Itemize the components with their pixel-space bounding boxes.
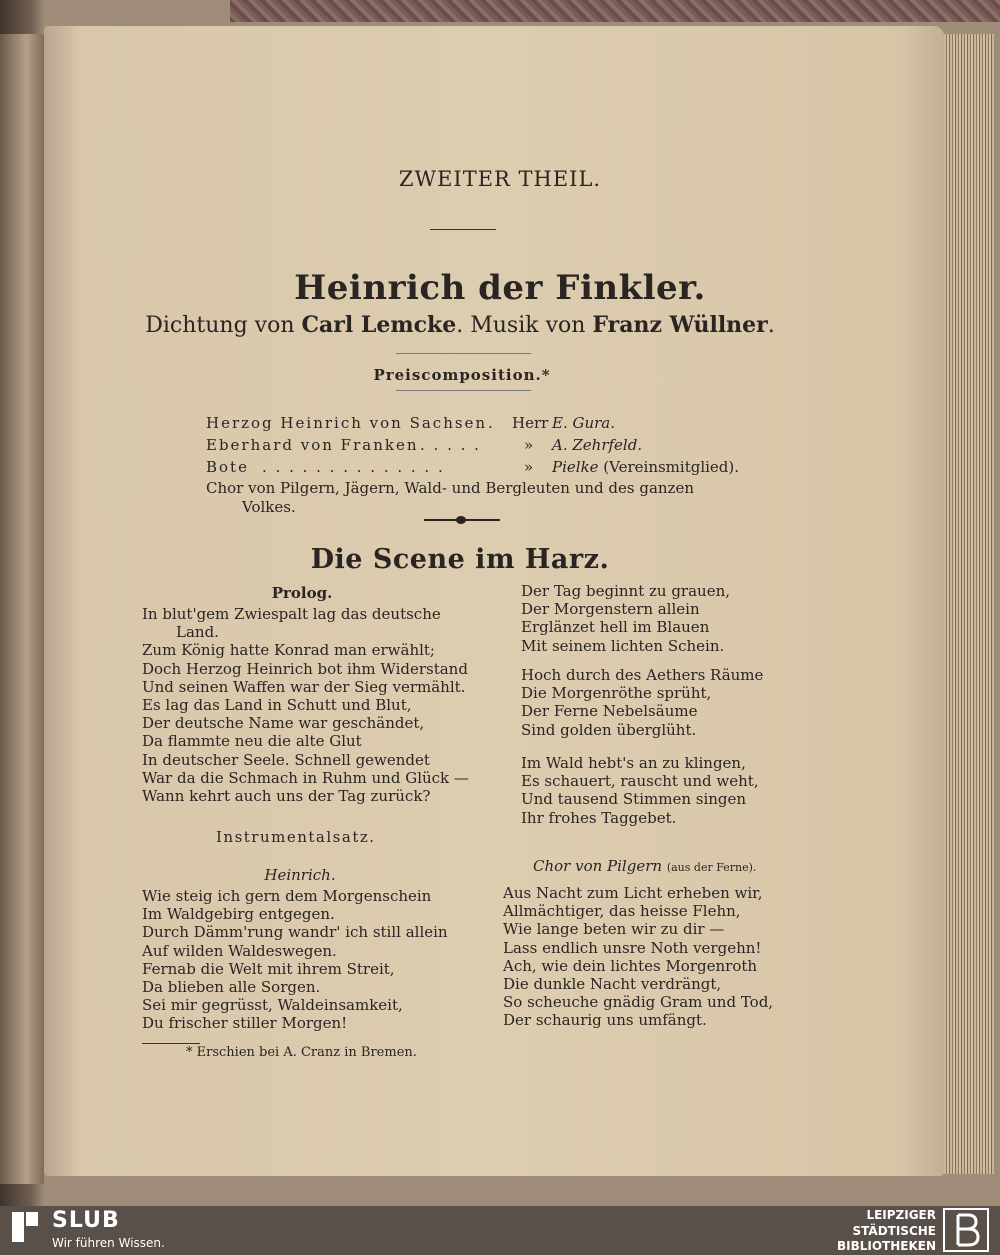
- part-title: ZWEITER THEIL.: [398, 167, 602, 191]
- lsb-logo-icon: [942, 1207, 990, 1253]
- prolog-heading: Prolog.: [271, 584, 333, 602]
- lsb-line: LEIPZIGER: [866, 1208, 936, 1222]
- verse-line: Wie steig ich gern dem Morgenschein: [142, 887, 432, 905]
- verse-line: Und seinen Waffen war der Sieg vermählt.: [142, 677, 466, 696]
- verse-line: Es schauert, rauscht und weht,: [521, 772, 759, 791]
- credits-prefix-1: Dichtung von: [145, 313, 302, 338]
- chor-heading: [533, 857, 756, 875]
- prolog-verse: [142, 605, 472, 805]
- heinrich-verse: [142, 887, 472, 1033]
- performer-extra: (Vereinsmitglied).: [598, 458, 740, 476]
- cast-performer: [552, 414, 615, 432]
- cast-dots: . . . . .: [420, 436, 481, 454]
- verse-line: In deutscher Seele. Schnell gewendet: [142, 750, 430, 769]
- cast-role: Herzog Heinrich von Sachsen: [206, 414, 488, 432]
- right-stanza-1: [521, 582, 730, 655]
- divider-rule: [430, 229, 496, 230]
- poet-name: Carl Lemcke: [301, 312, 457, 338]
- verse-line: Der Tag beginnt zu grauen,: [521, 582, 731, 600]
- ornament-divider: [424, 519, 500, 521]
- verse-line: Fernab die Welt mit ihrem Streit,: [142, 959, 395, 978]
- verse-line: Im Wald hebt's an zu klingen,: [521, 754, 746, 772]
- work-title: Heinrich der Finkler.: [294, 268, 706, 308]
- preiscomposition-label: Preiscomposition.*: [373, 366, 551, 384]
- verse-line: Der Ferne Nebelsäume: [521, 702, 698, 721]
- verse-line: Der Morgenstern allein: [521, 600, 700, 619]
- chor-heading-text: Chor von Pilgern: [533, 857, 663, 875]
- verse-line: In blut'gem Zwiespalt lag das deutsche: [142, 605, 441, 623]
- ornament-rule-top: [396, 353, 531, 354]
- chorus-cast: [206, 479, 736, 517]
- verse-line: Durch Dämm'rung wandr' ich still allein: [142, 923, 448, 942]
- right-stanza-2: [521, 666, 763, 739]
- verse-line: Es lag das Land in Schutt und Blut,: [142, 696, 412, 715]
- verse-line: Erglänzet hell im Blauen: [521, 618, 710, 637]
- verse-line: Doch Herzog Heinrich bot ihm Widerstand: [142, 659, 468, 678]
- verse-line: Und tausend Stimmen singen: [521, 790, 747, 809]
- right-stanza-3: [521, 754, 759, 827]
- performer-extra: .: [637, 436, 643, 454]
- chorus-line: Volkes.: [242, 498, 296, 516]
- verse-line: Sei mir gegrüsst, Waldeinsamkeit,: [142, 996, 403, 1015]
- performer-name: A. Zehrfeld: [552, 436, 638, 454]
- composer-name: Franz Wüllner: [592, 312, 768, 338]
- instrumental-heading: Instrumentalsatz.: [216, 828, 376, 846]
- verse-line: Sind golden überglüht.: [521, 720, 697, 739]
- slub-tagline: Wir führen Wissen.: [52, 1236, 165, 1250]
- verse-line: Zum König hatte Konrad man erwählt;: [142, 641, 435, 660]
- verse-line: War da die Schmach in Ruhm und Glück —: [142, 768, 469, 787]
- verse-line: So scheuche gnädig Gram und Tod,: [503, 993, 774, 1012]
- cast-dots: . . . . . . . . . . . . . .: [262, 458, 445, 476]
- lsb-line: STÄDTISCHE: [852, 1223, 936, 1238]
- cast-mark: Herr: [512, 414, 549, 432]
- footnote: * Erschien bei A. Cranz in Bremen.: [186, 1045, 417, 1060]
- credits-suffix: .: [767, 313, 775, 338]
- verse-line: Da blieben alle Sorgen.: [142, 978, 321, 997]
- verse-line: Aus Nacht zum Licht erheben wir,: [503, 884, 763, 902]
- credits-prefix-2: . Musik von: [456, 313, 593, 338]
- ornament-rule-bottom: [396, 390, 531, 391]
- verse-line: Du frischer stiller Morgen!: [142, 1014, 348, 1033]
- cast-mark: »: [524, 436, 534, 454]
- slub-logo-icon: [12, 1212, 38, 1242]
- page-stack-edges: [944, 34, 994, 1174]
- cast-performer: [552, 458, 739, 476]
- verse-line: Die dunkle Nacht verdrängt,: [503, 975, 722, 994]
- verse-line: Auf wilden Waldeswegen.: [142, 941, 337, 960]
- heinrich-heading: Heinrich.: [264, 866, 336, 884]
- verse-line: Im Waldgebirg entgegen.: [142, 905, 335, 924]
- performer-name: Pielke: [552, 458, 599, 476]
- chor-verse: [503, 884, 773, 1030]
- verse-line: Wann kehrt auch uns der Tag zurück?: [142, 787, 431, 806]
- left-page-edge: [0, 34, 44, 1184]
- chor-heading-note: (aus der Ferne).: [666, 861, 757, 874]
- verse-line: Da flammte neu die alte Glut: [142, 732, 362, 751]
- cast-mark: »: [524, 458, 534, 476]
- verse-line: Wie lange beten wir zu dir —: [503, 920, 725, 939]
- work-credits: [0, 312, 920, 338]
- performer-extra: .: [610, 414, 616, 432]
- cast-role: Eberhard von Franken: [206, 436, 419, 454]
- cast-dots: .: [488, 414, 495, 432]
- verse-line: Der deutsche Name war geschändet,: [142, 714, 425, 733]
- slub-name: SLUB: [52, 1208, 120, 1233]
- verse-line: Der schaurig uns umfängt.: [503, 1011, 707, 1030]
- book-cover-edge: [230, 0, 1000, 22]
- lsb-line: BIBLIOTHEKEN: [836, 1239, 936, 1253]
- cast-role: Bote: [206, 458, 249, 476]
- cast-performer: [552, 436, 642, 454]
- scene-title: Die Scene im Harz.: [310, 544, 610, 575]
- verse-line: Lass endlich unsre Noth vergehn!: [503, 938, 762, 957]
- verse-line: Die Morgenröthe sprüht,: [521, 684, 712, 703]
- verse-line: Mit seinem lichten Schein.: [521, 636, 725, 655]
- performer-name: E. Gura: [552, 414, 611, 432]
- verse-line: Hoch durch des Aethers Räume: [521, 666, 764, 684]
- verse-line: Ihr frohes Taggebet.: [521, 808, 677, 827]
- verse-line: Allmächtiger, das heisse Flehn,: [503, 902, 741, 921]
- chorus-line: Chor von Pilgern, Jägern, Wald- und Bergleuten und des ganzen: [206, 479, 694, 497]
- lsb-wordmark: [776, 1206, 936, 1255]
- verse-line: Ach, wie dein lichtes Morgenroth: [503, 956, 758, 975]
- footnote-rule: [142, 1043, 200, 1044]
- verse-line: Land.: [176, 623, 219, 642]
